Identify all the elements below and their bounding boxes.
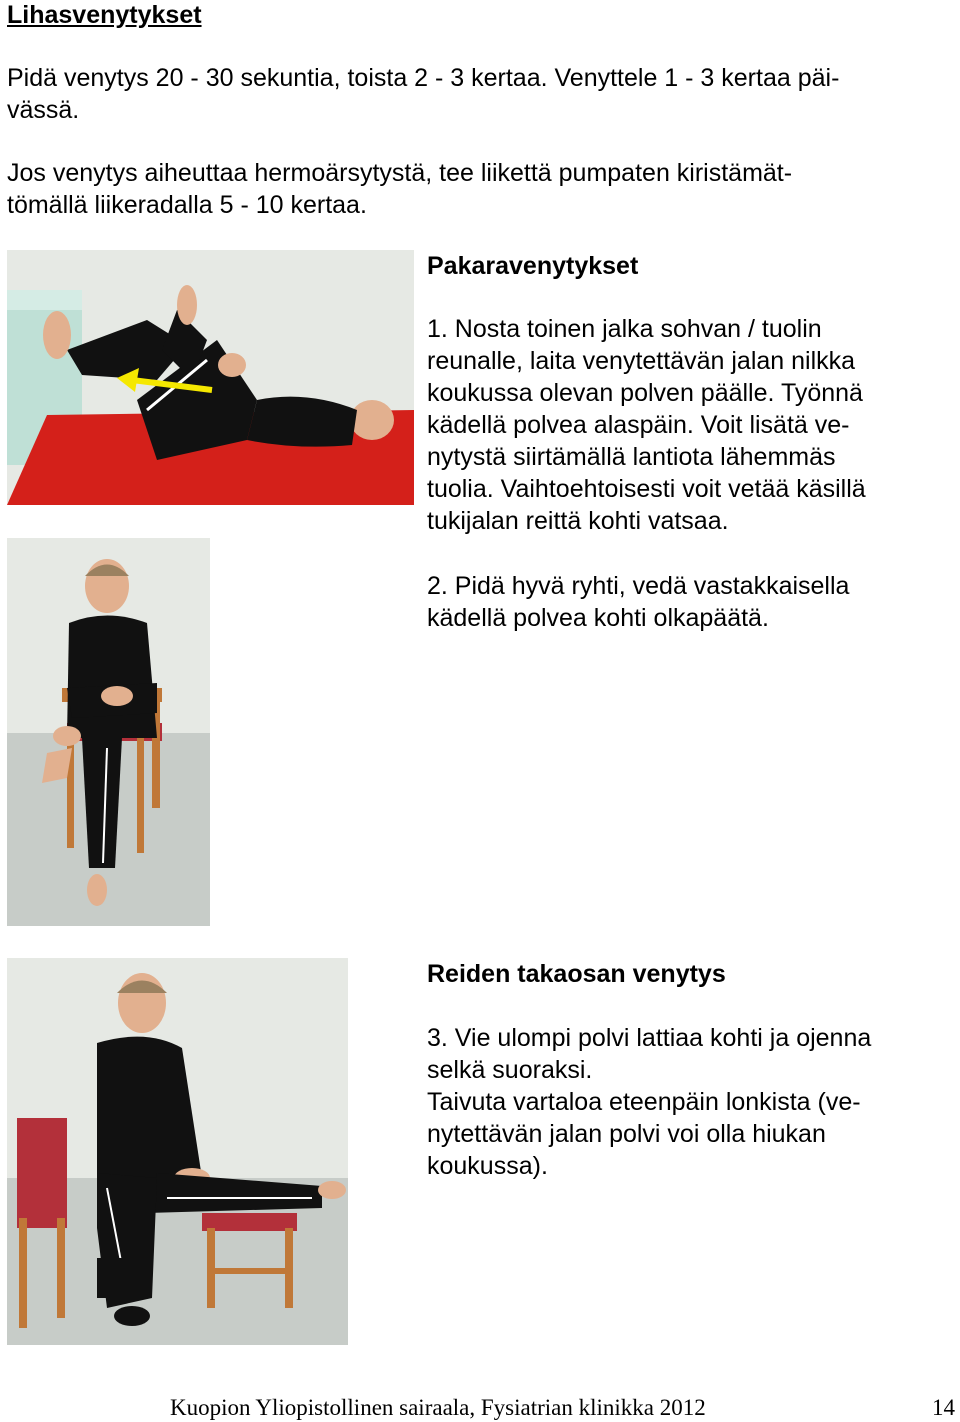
section-heading-glute: Pakaravenytykset — [427, 252, 639, 280]
exercise-1-line: koukussa olevan polven päälle. Työnnä — [427, 379, 863, 407]
page-number: 14 — [932, 1395, 955, 1420]
exercise-3-line: selkä suoraksi. — [427, 1056, 593, 1084]
intro-line: Pidä venytys 20 - 30 sekuntia, toista 2 - 3 kertaa. Venyttele 1 - 3 kertaa päi- — [7, 64, 840, 92]
intro-warning — [7, 157, 947, 221]
exercise-3-text — [427, 1022, 947, 1182]
intro-paragraph — [7, 62, 947, 126]
exercise-1-line: reunalle, laita venytettävän jalan nilkka — [427, 347, 856, 375]
exercise-2-line: 2. Pidä hyvä ryhti, vedä vastakkaisella — [427, 572, 850, 600]
exercise-3-line: nytettävän jalan polvi voi olla hiukan — [427, 1120, 826, 1148]
photo-hamstring-stretch — [7, 958, 348, 1345]
intro-warning-line: tömällä liikeradalla 5 - 10 kertaa. — [7, 191, 367, 219]
photo-supine-glute-stretch — [7, 250, 414, 505]
exercise-1-line: tukijalan reittä kohti vatsaa. — [427, 507, 729, 535]
exercise-1-line: 1. Nosta toinen jalka sohvan / tuolin — [427, 315, 822, 343]
intro-warning-line: Jos venytys aiheuttaa hermoärsytystä, tee liikettä pumpaten kiristämät- — [7, 159, 793, 187]
page-footer: Kuopion Yliopistollinen sairaala, Fysiatrian klinikka 2012 — [170, 1395, 706, 1420]
photo-supine-svg — [7, 250, 414, 505]
photo-seated-glute-stretch — [7, 538, 210, 926]
exercise-3-line: koukussa). — [427, 1152, 548, 1180]
exercise-1-line: tuolia. Vaihtoehtoisesti voit vetää käsillä — [427, 475, 866, 503]
exercise-3-line: Taivuta vartaloa eteenpäin lonkista (ve- — [427, 1088, 861, 1116]
exercise-2-text — [427, 570, 947, 634]
exercise-2-line: kädellä polvea kohti olkapäätä. — [427, 604, 769, 632]
exercise-1-text — [427, 313, 947, 537]
section-heading-hamstring: Reiden takaosan venytys — [427, 960, 726, 988]
exercise-1-line: kädellä polvea alaspäin. Voit lisätä ve- — [427, 411, 850, 439]
exercise-1-line: nytystä siirtämällä lantiota lähemmäs — [427, 443, 836, 471]
photo-hamstring-svg — [7, 958, 348, 1345]
intro-line: vässä. — [7, 96, 80, 124]
photo-seated-svg — [7, 538, 210, 926]
exercise-3-line: 3. Vie ulompi polvi lattiaa kohti ja ojenna — [427, 1024, 872, 1052]
page-title: Lihasvenytykset — [7, 1, 202, 29]
